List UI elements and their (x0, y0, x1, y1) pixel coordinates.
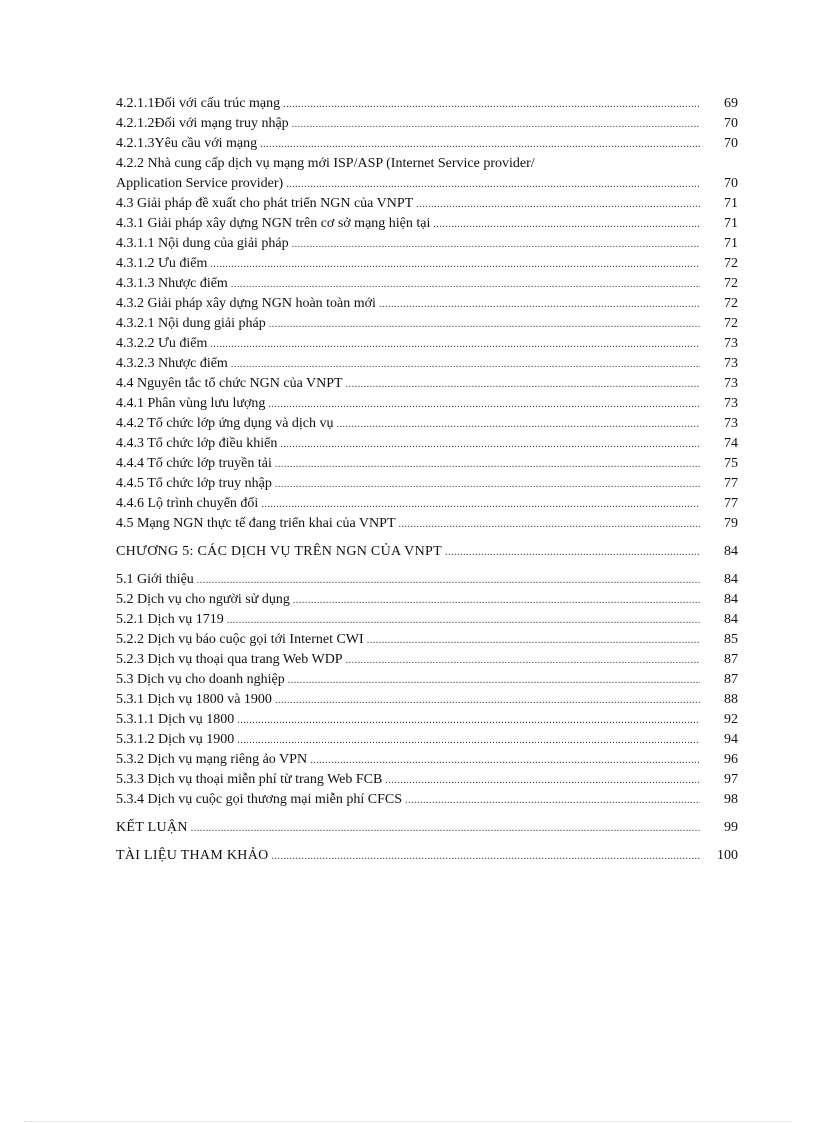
dot-leader (337, 415, 700, 435)
toc-entry-page: 71 (724, 216, 738, 231)
toc-entry-page: 92 (724, 712, 738, 727)
toc-entry-page: 94 (724, 732, 738, 747)
dot-leader (231, 355, 700, 375)
toc-entry-page: 73 (724, 376, 738, 391)
dot-leader (260, 135, 700, 155)
toc-entry-page: 71 (724, 236, 738, 251)
dot-leader (269, 315, 700, 335)
toc-entry-title: 5.3.3 Dịch vụ thoại miễn phí từ trang Web FCB (116, 772, 383, 787)
toc-entry-page: 77 (724, 496, 738, 511)
dot-leader (399, 515, 701, 535)
dot-leader (275, 691, 700, 711)
toc-entry (116, 354, 740, 374)
dot-leader (237, 711, 700, 731)
toc-entry (116, 334, 740, 354)
toc-entry-page: 84 (724, 572, 738, 587)
dot-leader (346, 651, 700, 671)
toc-entry-page: 87 (724, 652, 738, 667)
toc-entry (116, 514, 740, 534)
dot-leader (292, 115, 700, 135)
toc-entry-page: 84 (724, 612, 738, 627)
toc-entry-page: 97 (724, 772, 738, 787)
toc-entry-title: 4.4 Nguyên tắc tổ chức NGN của VNPT (116, 376, 343, 391)
toc-entry-title: 5.3.1.2 Dịch vụ 1900 (116, 732, 235, 747)
toc-entry-title: 4.3.2 Giải pháp xây dựng NGN hoàn toàn mới (116, 296, 376, 311)
page-bottom-border (24, 1121, 792, 1122)
toc-entry-title: Application Service provider) (116, 176, 284, 191)
toc-entry-title: 4.2.1.2Đối với mạng truy nhập (116, 116, 289, 131)
toc-entry-page: 73 (724, 336, 738, 351)
toc-entry-title: 5.1 Giới thiệu (116, 572, 194, 587)
dot-leader (191, 819, 700, 839)
toc-entry (116, 234, 740, 254)
dot-leader (280, 435, 700, 455)
toc-entry (116, 214, 740, 234)
toc-references (116, 846, 740, 866)
toc-entry-page: 87 (724, 672, 738, 687)
toc-entry-title: 5.3 Dịch vụ cho doanh nghiệp (116, 672, 285, 687)
toc-entry (116, 194, 740, 214)
toc-entry-page: 96 (724, 752, 738, 767)
toc-entry-page: 73 (724, 396, 738, 411)
toc-entry-title: 5.2 Dịch vụ cho người sử dụng (116, 592, 290, 607)
toc-entry (116, 474, 740, 494)
dot-leader (292, 235, 700, 255)
toc-entry (116, 394, 740, 414)
dot-leader (261, 495, 700, 515)
toc-entry-page: 72 (724, 296, 738, 311)
toc-entry-page: 70 (724, 136, 738, 151)
dot-leader (272, 847, 700, 867)
toc-chapter-heading (116, 542, 740, 562)
toc-entry (116, 630, 740, 650)
dot-leader (445, 543, 700, 563)
dot-leader (231, 275, 700, 295)
dot-leader (283, 95, 700, 115)
toc-entry-title: 4.3.1.1 Nội dung của giải pháp (116, 236, 289, 251)
toc-entry (116, 670, 740, 690)
toc-entry-title: 5.3.2 Dịch vụ mạng riêng ảo VPN (116, 752, 308, 767)
dot-leader (293, 591, 700, 611)
table-of-contents (116, 94, 740, 866)
toc-entry (116, 174, 740, 194)
toc-entry (116, 314, 740, 334)
dot-leader (210, 335, 700, 355)
toc-entry-page: 99 (724, 820, 738, 835)
toc-entry (116, 650, 740, 670)
toc-entry (116, 294, 740, 314)
toc-entry-page: 88 (724, 692, 738, 707)
toc-entry-title: 5.3.4 Dịch vụ cuộc gọi thương mại miễn phí CFCS (116, 792, 403, 807)
dot-leader (433, 215, 700, 235)
dot-leader (286, 175, 700, 195)
toc-entry-title: 4.4.3 Tổ chức lớp điều khiển (116, 436, 278, 451)
dot-leader (385, 771, 700, 791)
toc-entry-title: CHƯƠNG 5: CÁC DỊCH VỤ TRÊN NGN CỦA VNPT (116, 544, 442, 559)
toc-entry-page: 85 (724, 632, 738, 647)
toc-entry-title: 5.3.1.1 Dịch vụ 1800 (116, 712, 235, 727)
toc-entry-page: 70 (724, 176, 738, 191)
toc-entry-title: 4.3.1.2 Ưu điểm (116, 256, 208, 271)
toc-entry (116, 434, 740, 454)
toc-entry (116, 730, 740, 750)
toc-entry-page: 72 (724, 316, 738, 331)
toc-entry-page: 72 (724, 276, 738, 291)
toc-entry (116, 114, 740, 134)
toc-entry-title: 4.2.2 Nhà cung cấp dịch vụ mạng mới ISP/ASP (Internet Service provider/ (116, 156, 535, 171)
toc-entry (116, 610, 740, 630)
dot-leader (197, 571, 700, 591)
dot-leader (237, 731, 700, 751)
toc-conclusion (116, 818, 740, 838)
toc-entry-title: KẾT LUẬN (116, 820, 188, 835)
dot-leader (275, 455, 700, 475)
toc-entry-title: 4.2.1.3Yêu cầu với mạng (116, 136, 258, 151)
toc-entry-title: 4.5 Mạng NGN thực tế đang triển khai của VNPT (116, 516, 396, 531)
toc-entry (116, 494, 740, 514)
toc-entry-page: 74 (724, 436, 738, 451)
toc-entry-page: 71 (724, 196, 738, 211)
toc-entry-title: 5.2.3 Dịch vụ thoại qua trang Web WDP (116, 652, 343, 667)
toc-entry-title: 4.3.2.1 Nội dung giải pháp (116, 316, 266, 331)
toc-entry-title: 4.2.1.1Đối với cấu trúc mạng (116, 96, 281, 111)
dot-leader (288, 671, 700, 691)
toc-entry-page: 84 (724, 592, 738, 607)
toc-entry (116, 414, 740, 434)
toc-entry-title: 4.4.6 Lộ trình chuyển đổi (116, 496, 259, 511)
toc-entry (116, 154, 740, 174)
toc-entry-title: 4.3.2.2 Ưu điểm (116, 336, 208, 351)
toc-entry-title: 4.4.5 Tổ chức lớp truy nhập (116, 476, 272, 491)
toc-entry (116, 454, 740, 474)
toc-entry-title: 5.3.1 Dịch vụ 1800 và 1900 (116, 692, 272, 707)
toc-entry (116, 254, 740, 274)
dot-leader (310, 751, 700, 771)
toc-entry (116, 374, 740, 394)
dot-leader (268, 395, 700, 415)
toc-entry-page: 98 (724, 792, 738, 807)
toc-entry (116, 134, 740, 154)
toc-entry (116, 570, 740, 590)
toc-entry-page: 69 (724, 96, 738, 111)
toc-entry-page: 70 (724, 116, 738, 131)
toc-entry-page: 79 (724, 516, 738, 531)
toc-entry-page: 73 (724, 356, 738, 371)
dot-leader (227, 611, 700, 631)
toc-entry-title: 4.4.4 Tổ chức lớp truyền tải (116, 456, 272, 471)
dot-leader (346, 375, 700, 395)
toc-entry-title: 4.4.2 Tổ chức lớp ứng dụng và dịch vụ (116, 416, 334, 431)
toc-entry (116, 750, 740, 770)
toc-entry-page: 84 (724, 544, 738, 559)
toc-entry-title: 4.4.1 Phân vùng lưu lượng (116, 396, 266, 411)
dot-leader (210, 255, 700, 275)
dot-leader (379, 295, 700, 315)
toc-entry (116, 590, 740, 610)
toc-entry-title: TÀI LIỆU THAM KHẢO (116, 848, 269, 863)
dot-leader (275, 475, 700, 495)
toc-entry-title: 4.3.2.3 Nhược điểm (116, 356, 228, 371)
toc-entry-title: 5.2.2 Dịch vụ báo cuộc gọi tới Internet CWI (116, 632, 364, 647)
toc-entry (116, 770, 740, 790)
dot-leader (405, 791, 700, 811)
toc-entry-title: 4.3 Giải pháp đề xuất cho phát triển NGN của VNPT (116, 196, 414, 211)
toc-entry-page: 73 (724, 416, 738, 431)
toc-entry (116, 690, 740, 710)
toc-entry-page: 75 (724, 456, 738, 471)
toc-entry (116, 710, 740, 730)
toc-entry-page: 100 (717, 848, 738, 863)
dot-leader (416, 195, 700, 215)
toc-entry (116, 94, 740, 114)
toc-entry-title: 5.2.1 Dịch vụ 1719 (116, 612, 224, 627)
toc-entry (116, 274, 740, 294)
dot-leader (367, 631, 700, 651)
toc-entry-page: 72 (724, 256, 738, 271)
toc-entry (116, 790, 740, 810)
toc-entry-page: 77 (724, 476, 738, 491)
toc-entry-title: 4.3.1.3 Nhược điểm (116, 276, 228, 291)
toc-entry-title: 4.3.1 Giải pháp xây dựng NGN trên cơ sở mạng hiện tại (116, 216, 431, 231)
